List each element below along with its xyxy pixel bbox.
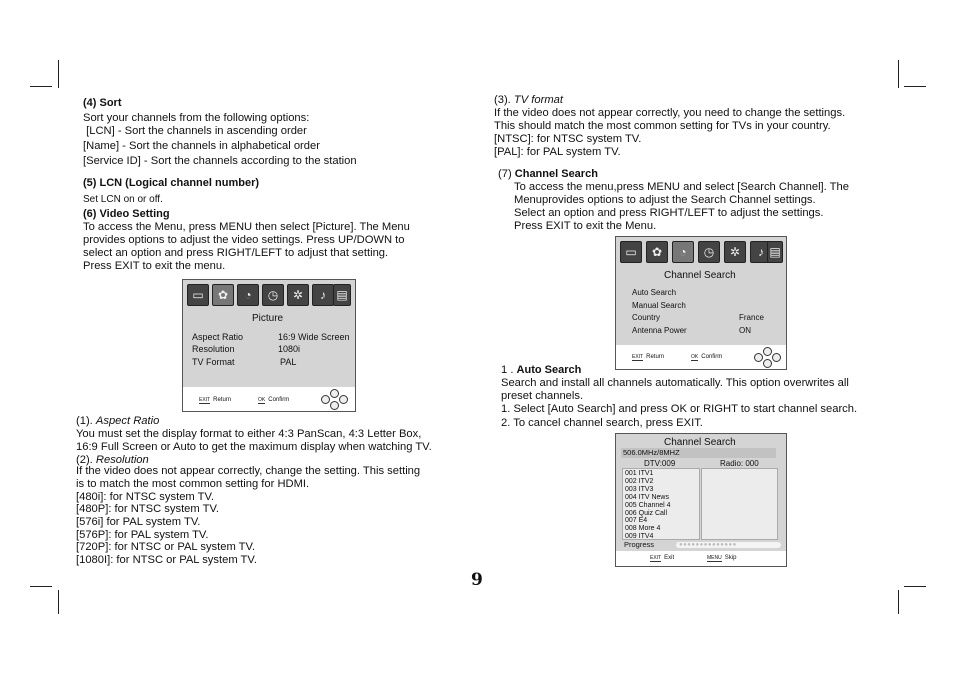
video-setting-heading: (6) Video Setting (83, 208, 170, 220)
footer-exit-hint (632, 354, 664, 361)
resolution-line: [480P]: for NTSC system TV. (76, 503, 219, 515)
scan-frequency: 506.0MHz/8MHZ (623, 448, 680, 457)
lcn-text: Set LCN on or off. (83, 194, 163, 205)
sort-line: [Service ID] - Sort the channels according to the station (83, 155, 357, 167)
crop-mark (30, 86, 52, 87)
gear-icon: ✲ (287, 284, 309, 306)
dpad-icon (754, 347, 780, 369)
gear-icon: ✲ (724, 241, 746, 263)
menu-row-value: ON (739, 326, 751, 335)
auto-search-line: 1. Select [Auto Search] and press OK or RIGHT to start channel search. (501, 403, 858, 415)
crop-mark (30, 586, 52, 587)
footer-ok-hint (691, 354, 722, 361)
tv-format-heading (494, 94, 563, 107)
auto-search-number: 1 . (501, 364, 517, 376)
channel-search-menu-title: Channel Search (664, 270, 736, 281)
dpad-icon (321, 389, 347, 411)
resolution-title: Resolution (95, 454, 149, 466)
menu-row-value: 16:9 Wide Screen (278, 332, 350, 342)
footer-label: Exit (664, 555, 675, 561)
auto-search-line: preset channels. (501, 390, 584, 402)
music-note-icon: ♪ (750, 241, 772, 263)
resolution-line: is to match the most common setting for HDMI. (76, 478, 310, 490)
music-note-icon: ♪ (312, 284, 334, 306)
resolution-line: [576P]: for PAL system TV. (76, 529, 209, 541)
crop-mark (904, 86, 926, 87)
menu-row-label: Resolution (192, 344, 235, 354)
crop-mark (898, 60, 899, 88)
aspect-line: You must set the display format to either 4:3 PanScan, 4:3 Letter Box, (76, 428, 422, 440)
progress-label: Progress (624, 540, 655, 549)
footer-ok-hint (258, 397, 289, 404)
clock-icon: ◷ (698, 241, 720, 263)
tv-format-number: (3). (494, 94, 514, 106)
auto-search-heading (501, 364, 581, 377)
menu-row-value: France (739, 313, 764, 322)
crop-mark (898, 590, 899, 614)
menu-icon-bar (620, 241, 772, 263)
channel-search-line: Menuprovides options to adjust the Search Channel settings. (514, 194, 816, 206)
aspect-number: (1). (76, 415, 96, 427)
film-reel-icon: ✿ (646, 241, 668, 263)
channel-list-body (623, 469, 699, 541)
crop-mark (58, 590, 59, 614)
auto-search-title: Auto Search (516, 364, 582, 376)
clock-icon: ◷ (262, 284, 284, 306)
resolution-line: [576i] for PAL system TV. (76, 516, 201, 528)
tv-format-line: [NTSC]: for NTSC system TV. (494, 133, 642, 145)
tv-icon: ▭ (620, 241, 642, 263)
video-line: select an option and press RIGHT/LEFT to adjust that setting. (83, 247, 389, 259)
sort-line: Sort your channels from the following options: (83, 112, 310, 124)
progress-bar: ●●●●●●●●●●●●●● (676, 542, 781, 548)
menu-row-value: 1080i (278, 344, 301, 354)
menu-row-label: Manual Search (632, 301, 686, 310)
channel-list-item: 002 ITV2 (625, 477, 654, 485)
channel-list-item: 007 E4 (625, 517, 648, 525)
auto-search-line: Search and install all channels automatically. This option overwrites all (501, 377, 849, 389)
tv-channel-list (622, 468, 700, 540)
channel-list-item: 003 ITV3 (625, 485, 654, 493)
tv-format-line: If the video does not appear correctly, you need to change the settings. (494, 107, 846, 119)
footer-skip-hint (707, 555, 736, 562)
scan-title: Channel Search (664, 437, 736, 448)
sort-line: [Name] - Sort the channels in alphabetical order (83, 140, 320, 152)
picture-menu-title: Picture (252, 313, 284, 324)
channel-scan-screenshot (615, 433, 787, 567)
menu-icon-bar (187, 284, 334, 306)
footer-exit-hint (199, 397, 231, 404)
usb-icon: ▤ (333, 284, 351, 306)
sort-line: [LCN] - Sort the channels in ascending order (83, 125, 307, 137)
channel-list-item: 001 ITV1 (625, 470, 654, 477)
channel-search-menu-screenshot (615, 236, 787, 370)
resolution-line: [480i]: for NTSC system TV. (76, 491, 215, 503)
channel-list-item: 009 ITV4 (625, 533, 654, 541)
exit-key: EXIT (199, 397, 211, 403)
aspect-heading (76, 415, 159, 428)
channel-search-number: (7) (498, 168, 515, 180)
usb-icon: ▤ (767, 241, 783, 263)
picture-menu-screenshot (182, 279, 356, 412)
aspect-title: Aspect Ratio (95, 415, 160, 427)
tv-icon: ▭ (187, 284, 209, 306)
crop-mark (904, 586, 926, 587)
channel-search-heading (498, 168, 598, 181)
tv-format-line: [PAL]: for PAL system TV. (494, 146, 621, 158)
menu-row-label: Aspect Ratio (192, 332, 244, 342)
film-reel-icon: ✿ (212, 284, 234, 306)
scan-footer (616, 551, 786, 566)
footer-label: Confirm (701, 354, 723, 360)
menu-row-label: TV Format (192, 357, 235, 367)
footer-label: Return (646, 354, 665, 360)
page-number: 9 (471, 570, 483, 590)
lcn-heading: (5) LCN (Logical channel number) (83, 177, 260, 189)
footer-label: Return (213, 397, 232, 403)
radio-channel-list (701, 468, 778, 540)
tv-format-title: TV format (513, 94, 563, 106)
channel-search-line: Press EXIT to exit the Menu. (514, 220, 657, 232)
resolution-line: [720P]: for NTSC or PAL system TV. (76, 541, 256, 553)
channel-list-item: 008 More 4 (625, 525, 661, 533)
channel-list-item: 005 Channel 4 (625, 501, 671, 509)
footer-label: Confirm (268, 397, 290, 403)
channel-search-line: Select an option and press RIGHT/LEFT to adjust the settings. (514, 207, 824, 219)
radio-count: Radio: 000 (720, 459, 759, 468)
crop-mark (58, 60, 59, 88)
video-line: To access the Menu, press MENU then select [Picture]. The Menu (83, 221, 410, 233)
satellite-dish-icon: ◔ (237, 284, 259, 306)
channel-list-item: 004 ITV News (625, 493, 669, 501)
exit-key: EXIT (632, 354, 644, 360)
channel-search-title: Channel Search (514, 168, 598, 180)
menu-row-value: PAL (280, 357, 297, 367)
footer-exit-hint (650, 555, 674, 562)
dtv-count: DTV:009 (644, 459, 676, 468)
menu-key: MENU (707, 555, 722, 561)
tv-format-line: This should match the most common setting for TVs in your country. (494, 120, 831, 132)
resolution-line: If the video does not appear correctly, change the setting. This setting (76, 465, 421, 477)
exit-key: EXIT (650, 555, 662, 561)
footer-label: Skip (724, 555, 737, 561)
auto-search-line: 2. To cancel channel search, press EXIT. (501, 417, 703, 429)
menu-row-label: Antenna Power (632, 326, 687, 335)
satellite-dish-icon: ◔ (672, 241, 694, 263)
ok-key: OK (258, 397, 266, 403)
channel-list-item: 006 Quiz Call (625, 509, 668, 517)
video-line: Press EXIT to exit the menu. (83, 260, 226, 272)
resolution-line: [1080I]: for NTSC or PAL system TV. (76, 554, 257, 566)
channel-search-line: To access the menu,press MENU and select [Search Channel]. The (514, 181, 849, 193)
menu-row-label: Auto Search (632, 288, 677, 297)
sort-heading: (4) Sort (83, 97, 122, 109)
video-line: provides options to adjust the video settings. Press UP/DOWN to (83, 234, 405, 246)
aspect-line: 16:9 Full Screen or Auto to get the maximum display when watching TV. (76, 441, 432, 453)
menu-row-label: Country (632, 313, 661, 322)
resolution-number: (2). (76, 454, 96, 466)
ok-key: OK (691, 354, 699, 360)
